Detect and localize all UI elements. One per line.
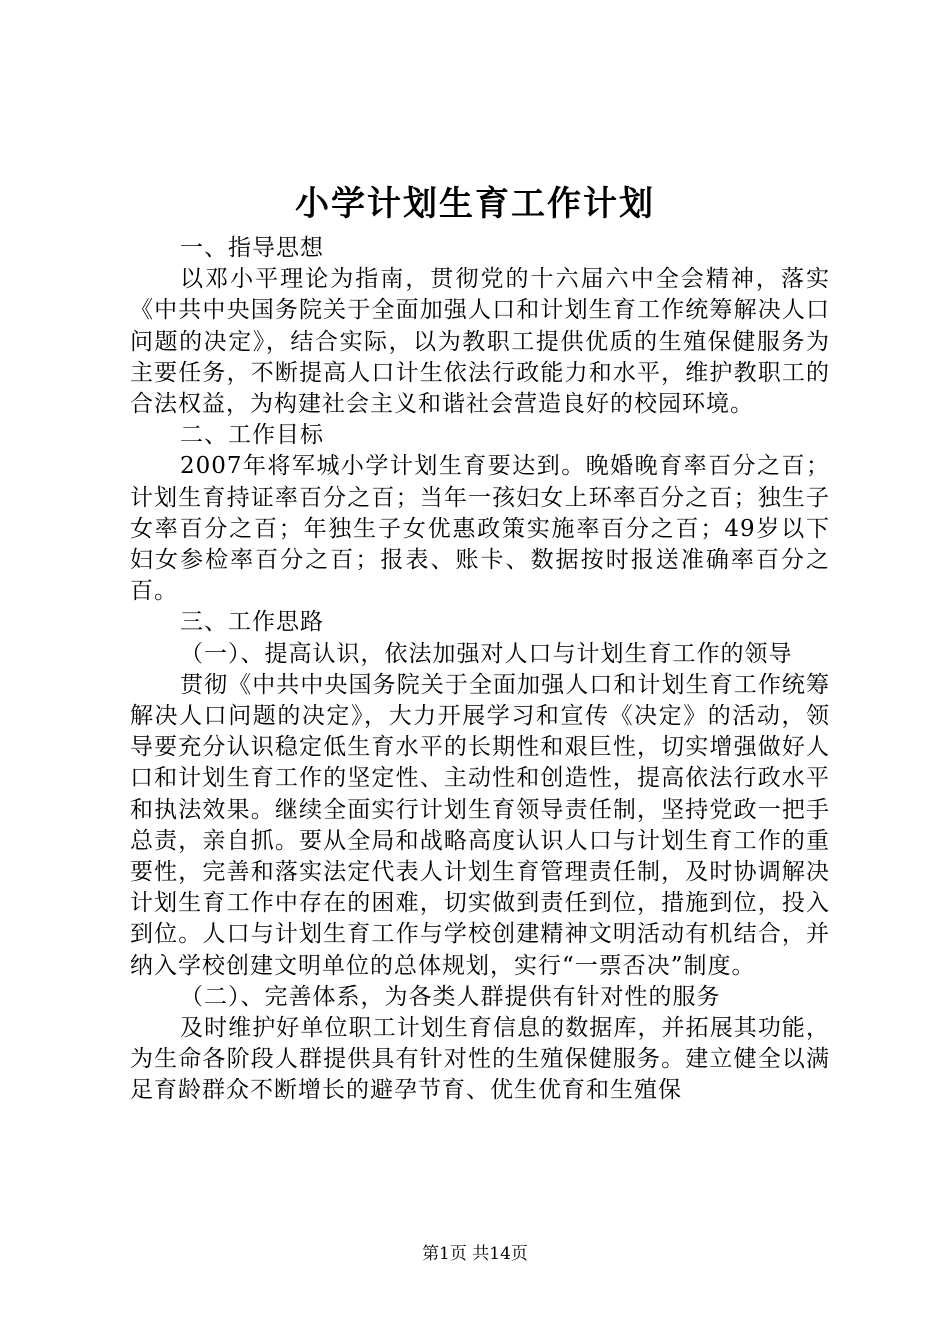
subheading-raise-awareness: （一）、提高认识，依法加强对人口与计划生育工作的领导 [180, 640, 793, 667]
page-title: 小学计划生育工作计划 [295, 184, 655, 224]
paragraph-raise-awareness: 贯彻《中共中央国务院关于全面加强人口和计划生育工作统筹解决人口问题的决定》，大力开展学习和宣传《决定》的活动，领导要充分认识稳定低生育水平的长期性和艰巨性，切实增强做好人口和计划生育工作的坚定性、主动性和创造性，提高依法行政水平和执法效果。继续全面实行计划生育领导责任制，坚持党政一把手总责，亲自抓。要从全局和战略高度认识人口与计划生育工作的重要性，完善和落实法定代表人计划生育管理责任制，及时协调解决计划生育工作中存在的困难，切实做到责任到位，措施到位，投入到位。人口与计划生育工作与学校创建精神文明活动有机结合，并纳入学校创建文明单位的总体规划，实行“一票否决”制度。 [130, 671, 830, 979]
paragraph-improve-system: 及时维护好单位职工计划生育信息的数据库，并拓展其功能，为生命各阶段人群提供具有针对性的生殖保健服务。建立健全以满足育龄群众不断增长的避孕节育、优生优育和生殖保 [130, 1015, 830, 1104]
subheading-improve-system: （二）、完善体系，为各类人群提供有针对性的服务 [180, 983, 721, 1010]
paragraph-work-goals: 2007年将军城小学计划生育要达到。晚婚晚育率百分之百；计划生育持证率百分之百；当年一孩妇女上环率百分之百；独生子女率百分之百；年独生子女优惠政策实施率百分之百；49岁以下妇女参检率百分之百；报表、账卡、数据按时报送准确率百分之百。 [130, 453, 830, 605]
section-heading-work-goals: 二、工作目标 [180, 422, 324, 449]
page-footer: 第1页 共14页 [422, 1244, 528, 1264]
section-heading-work-approach: 三、工作思路 [180, 609, 324, 636]
document-body [130, 233, 830, 1107]
section-heading-guiding-ideology: 一、指导思想 [180, 235, 324, 261]
paragraph-guiding-ideology: 以邓小平理论为指南，贯彻党的十六届六中全会精神，落实《中共中央国务院关于全面加强人口和计划生育工作统筹解决人口问题的决定》，结合实际，以为教职工提供优质的生殖保健服务为主要任务，不断提高人口计生依法行政能力和水平，维护教职工的合法权益，为构建社会主义和谐社会营造良好的校园环境。 [130, 266, 830, 418]
